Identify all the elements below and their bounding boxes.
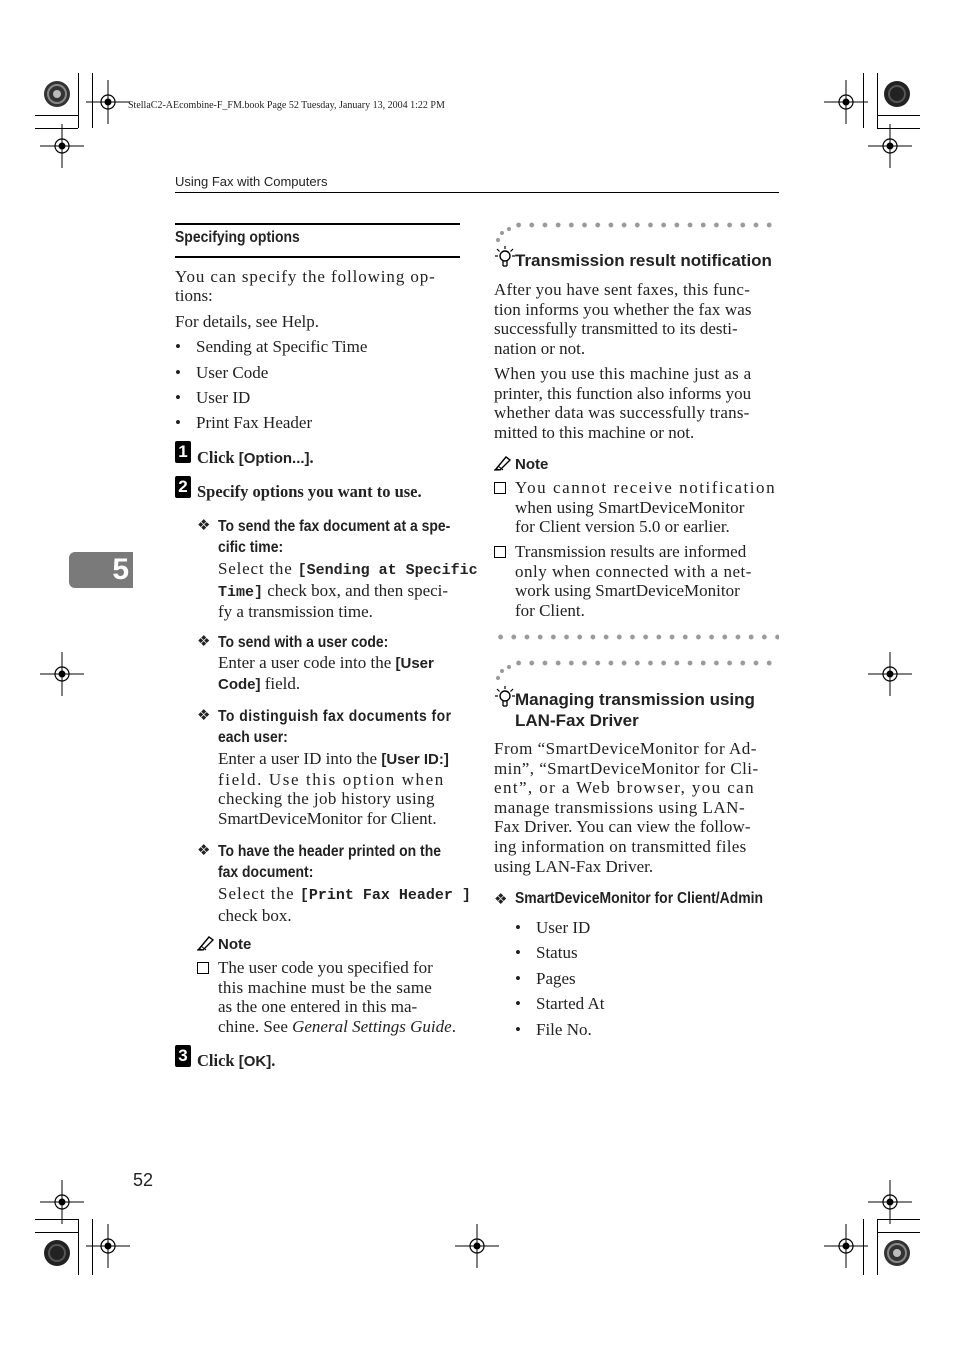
pencil-note-icon <box>494 455 512 471</box>
text: when using SmartDeviceMonitor <box>515 497 745 517</box>
text: for Client version 5.0 or earlier. <box>515 517 730 537</box>
key-label: Code] <box>218 675 261 693</box>
text: tion informs you whether the fax was <box>494 299 752 319</box>
file-info: StellaC2-AEcombine-F_FM.book Page 52 Tuesday, January 13, 2004 1:22 PM <box>128 100 445 111</box>
registration-mark-icon <box>40 652 84 696</box>
text: Enter a user ID into the <box>218 749 382 768</box>
list-item: • User ID <box>196 388 250 408</box>
hint-dotted-border <box>512 660 779 666</box>
intro-line-2: tions: <box>175 286 213 305</box>
diamond-bullet-icon: ❖ <box>197 706 211 724</box>
text: work using SmartDeviceMonitor <box>515 581 740 601</box>
section-rule-top <box>175 223 460 225</box>
sub-heading: SmartDeviceMonitor for Client/Admin <box>515 890 764 907</box>
text: Select the <box>218 884 300 903</box>
text: successfully transmitted to its desti- <box>494 319 738 339</box>
guide-reference: General Settings Guide <box>292 1016 452 1036</box>
registration-mark-icon <box>824 80 868 124</box>
key-label: [Sending at Specific <box>297 562 478 579</box>
running-head: Using Fax with Computers <box>175 174 328 189</box>
header-rule <box>175 192 779 193</box>
note-text <box>218 958 460 1036</box>
option-heading-line: To send the fax document at a spe- <box>218 518 451 535</box>
text: check box. <box>218 905 292 925</box>
hint-dotted-corner <box>494 226 512 248</box>
diamond-bullet-icon: ❖ <box>494 890 508 908</box>
color-target-icon <box>883 1239 911 1267</box>
text: ent”, or a Web browser, you can <box>494 778 756 798</box>
step-number: 1 <box>175 441 191 463</box>
intro-line-1: You can specify the following op- <box>175 267 436 286</box>
step-1-period: . <box>309 448 314 467</box>
page-number: 52 <box>133 1170 154 1190</box>
chapter-tab <box>69 552 133 588</box>
text: You cannot receive notification <box>515 478 777 497</box>
text: Select the <box>218 559 298 578</box>
text: as the one entered in this ma- <box>218 997 418 1017</box>
hint-title <box>515 689 755 731</box>
hint-title-line: LAN-Fax Driver <box>515 711 639 730</box>
registration-mark-icon <box>455 1224 499 1268</box>
diamond-bullet-icon: ❖ <box>197 632 211 650</box>
registration-mark-icon <box>40 1180 84 1224</box>
step-3-text: Click <box>197 1051 239 1070</box>
text: . <box>451 1016 456 1036</box>
option-heading-line: To have the header printed on the <box>218 843 441 860</box>
registration-mark-icon <box>868 1180 912 1224</box>
section-title: Specifying options <box>175 229 300 246</box>
text: field. Use this option when <box>218 769 445 789</box>
text: check box, and then speci- <box>263 580 449 600</box>
text: nation or not. <box>494 338 586 358</box>
hint-dotted-border <box>494 634 779 640</box>
chapter-tab-number: 5 <box>112 553 129 586</box>
lightbulb-hint-icon <box>494 686 516 710</box>
text: Enter a user code into the <box>218 653 396 672</box>
option-heading <box>218 516 490 558</box>
text: ing information on transmitted files <box>494 836 747 856</box>
color-target-icon <box>43 1239 71 1267</box>
list-item: • User ID <box>536 918 590 938</box>
registration-mark-icon <box>86 1224 130 1268</box>
text: checking the job history using <box>218 789 435 809</box>
step-number: 3 <box>175 1045 191 1067</box>
list-item: • User Code <box>196 363 268 383</box>
text: using LAN-Fax Driver. <box>494 856 654 876</box>
hint-title: Transmission result notification <box>515 251 772 270</box>
text: min”, “SmartDeviceMonitor for Cli- <box>494 758 759 778</box>
option-desc <box>218 653 460 694</box>
text: Fax Driver. You can view the follow- <box>494 817 751 837</box>
registration-mark-icon <box>868 124 912 168</box>
text: manage transmissions using LAN- <box>494 797 746 817</box>
hint-title-line: Managing transmission using <box>515 690 755 709</box>
option-heading <box>218 632 490 653</box>
option-desc <box>218 749 460 828</box>
ok-key: [OK] <box>238 1053 272 1070</box>
list-item: • Started At <box>536 994 604 1014</box>
text: chine. See <box>218 1016 293 1036</box>
note-text <box>515 478 779 537</box>
option-heading <box>218 706 490 748</box>
diamond-bullet-icon: ❖ <box>197 516 211 534</box>
text: SmartDeviceMonitor for Client. <box>218 808 437 828</box>
color-target-icon <box>43 80 71 108</box>
note-label: Note <box>218 936 252 953</box>
section-rule-bottom <box>175 256 460 258</box>
text: for Client. <box>515 600 585 620</box>
option-heading <box>218 841 490 883</box>
hint-dotted-corner <box>494 664 512 686</box>
note-text <box>515 542 779 620</box>
text: field. <box>260 673 301 693</box>
checkbox-bullet-icon <box>494 546 506 558</box>
list-item: • Print Fax Header <box>196 413 312 433</box>
key-label: [User ID:] <box>381 751 449 768</box>
option-key: [Option...] <box>238 450 310 467</box>
step-2: Specify options you want to use. <box>197 482 422 501</box>
registration-mark-icon <box>86 80 130 124</box>
hint-paragraph <box>494 364 779 442</box>
hint-dotted-border <box>512 222 779 228</box>
details-text: For details, see Help. <box>175 312 319 331</box>
text: After you have sent faxes, this func- <box>494 280 751 299</box>
option-heading-line: To send with a user code: <box>218 634 389 651</box>
text: only when connected with a net- <box>515 561 752 581</box>
text: The user code you specified for <box>218 958 433 977</box>
key-label: [User <box>395 655 434 672</box>
text: this machine must be the same <box>218 977 433 997</box>
key-label: Time] <box>218 583 264 601</box>
option-heading-line: fax document: <box>218 864 314 881</box>
pencil-note-icon <box>197 935 215 951</box>
text: mitted to this machine or not. <box>494 422 695 442</box>
option-desc <box>218 884 471 925</box>
checkbox-bullet-icon <box>494 482 506 494</box>
step-1 <box>197 448 314 468</box>
option-heading-line: each user: <box>218 729 288 746</box>
list-item: • Pages <box>536 969 576 989</box>
text: fy a transmission time. <box>218 602 373 622</box>
option-heading-line: cific time: <box>218 539 284 556</box>
checkbox-bullet-icon <box>197 962 209 974</box>
option-desc <box>218 559 478 622</box>
list-item: • Sending at Specific Time <box>196 337 367 357</box>
registration-mark-icon <box>868 652 912 696</box>
text: whether data was successfully trans- <box>494 403 750 423</box>
registration-mark-icon <box>40 124 84 168</box>
hint-paragraph <box>494 280 779 358</box>
text: printer, this function also informs you <box>494 383 752 403</box>
text: From “SmartDeviceMonitor for Ad- <box>494 739 757 758</box>
text: Transmission results are informed <box>515 542 747 561</box>
lightbulb-hint-icon <box>494 246 516 270</box>
list-item: • File No. <box>536 1020 592 1040</box>
hint-paragraph <box>494 739 779 876</box>
step-3-period: . <box>271 1051 276 1070</box>
option-heading-line: To distinguish fax documents for <box>218 708 452 725</box>
registration-mark-icon <box>824 1224 868 1268</box>
key-label: [Print Fax Header ] <box>299 887 471 904</box>
diamond-bullet-icon: ❖ <box>197 841 211 859</box>
step-3 <box>197 1051 275 1071</box>
color-target-icon <box>883 80 911 108</box>
step-number: 2 <box>175 476 191 498</box>
list-item: • Status <box>536 943 578 963</box>
note-label: Note <box>515 456 549 473</box>
step-1-text: Click <box>197 448 239 467</box>
text: When you use this machine just as a <box>494 364 752 383</box>
